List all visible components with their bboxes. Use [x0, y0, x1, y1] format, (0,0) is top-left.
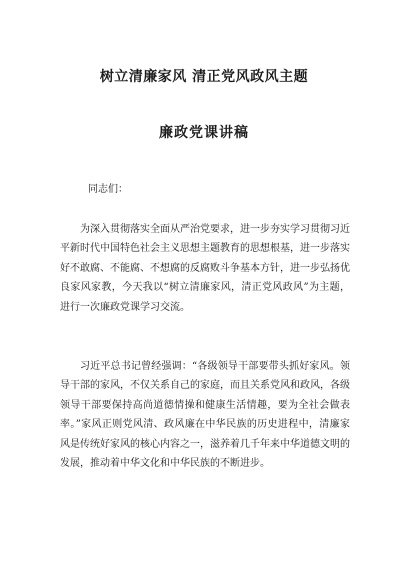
document-subtitle: 廉政党课讲稿 — [159, 125, 249, 141]
body-paragraph-2: 习近平总书记曾经强调：“各级领导干部要带头抓好家风。领导干部的家风，不仅关系自己的家庭，而且关系党风和政风，各级领导干部要保持高尚道德情操和健康生活情趣，要为全社会做表率。”家风正则党风清、政风廉在中华民族的历史进程中，清廉家风是传统好家风的核心内容之一，滋养着几千年来中华道德文明的发展，推动着中华文化和中华民族的不断进步。 — [60, 361, 350, 470]
salutation: 同志们： — [88, 184, 128, 195]
document-title: 树立清廉家风 清正党风政风主题 — [99, 69, 309, 85]
body-paragraph-1: 为深入贯彻落实全面从严治党要求，进一步夯实学习贯彻习近平新时代中国特色社会主义思想主题教育的思想根基，进一步落实好不敢腐、不能腐、不想腐的反腐败斗争基本方针，进一步弘扬优良家风家教，今天我以“树立清廉家风，清正党风政风”为主题，进行一次廉政党课学习交流。 — [60, 224, 350, 313]
